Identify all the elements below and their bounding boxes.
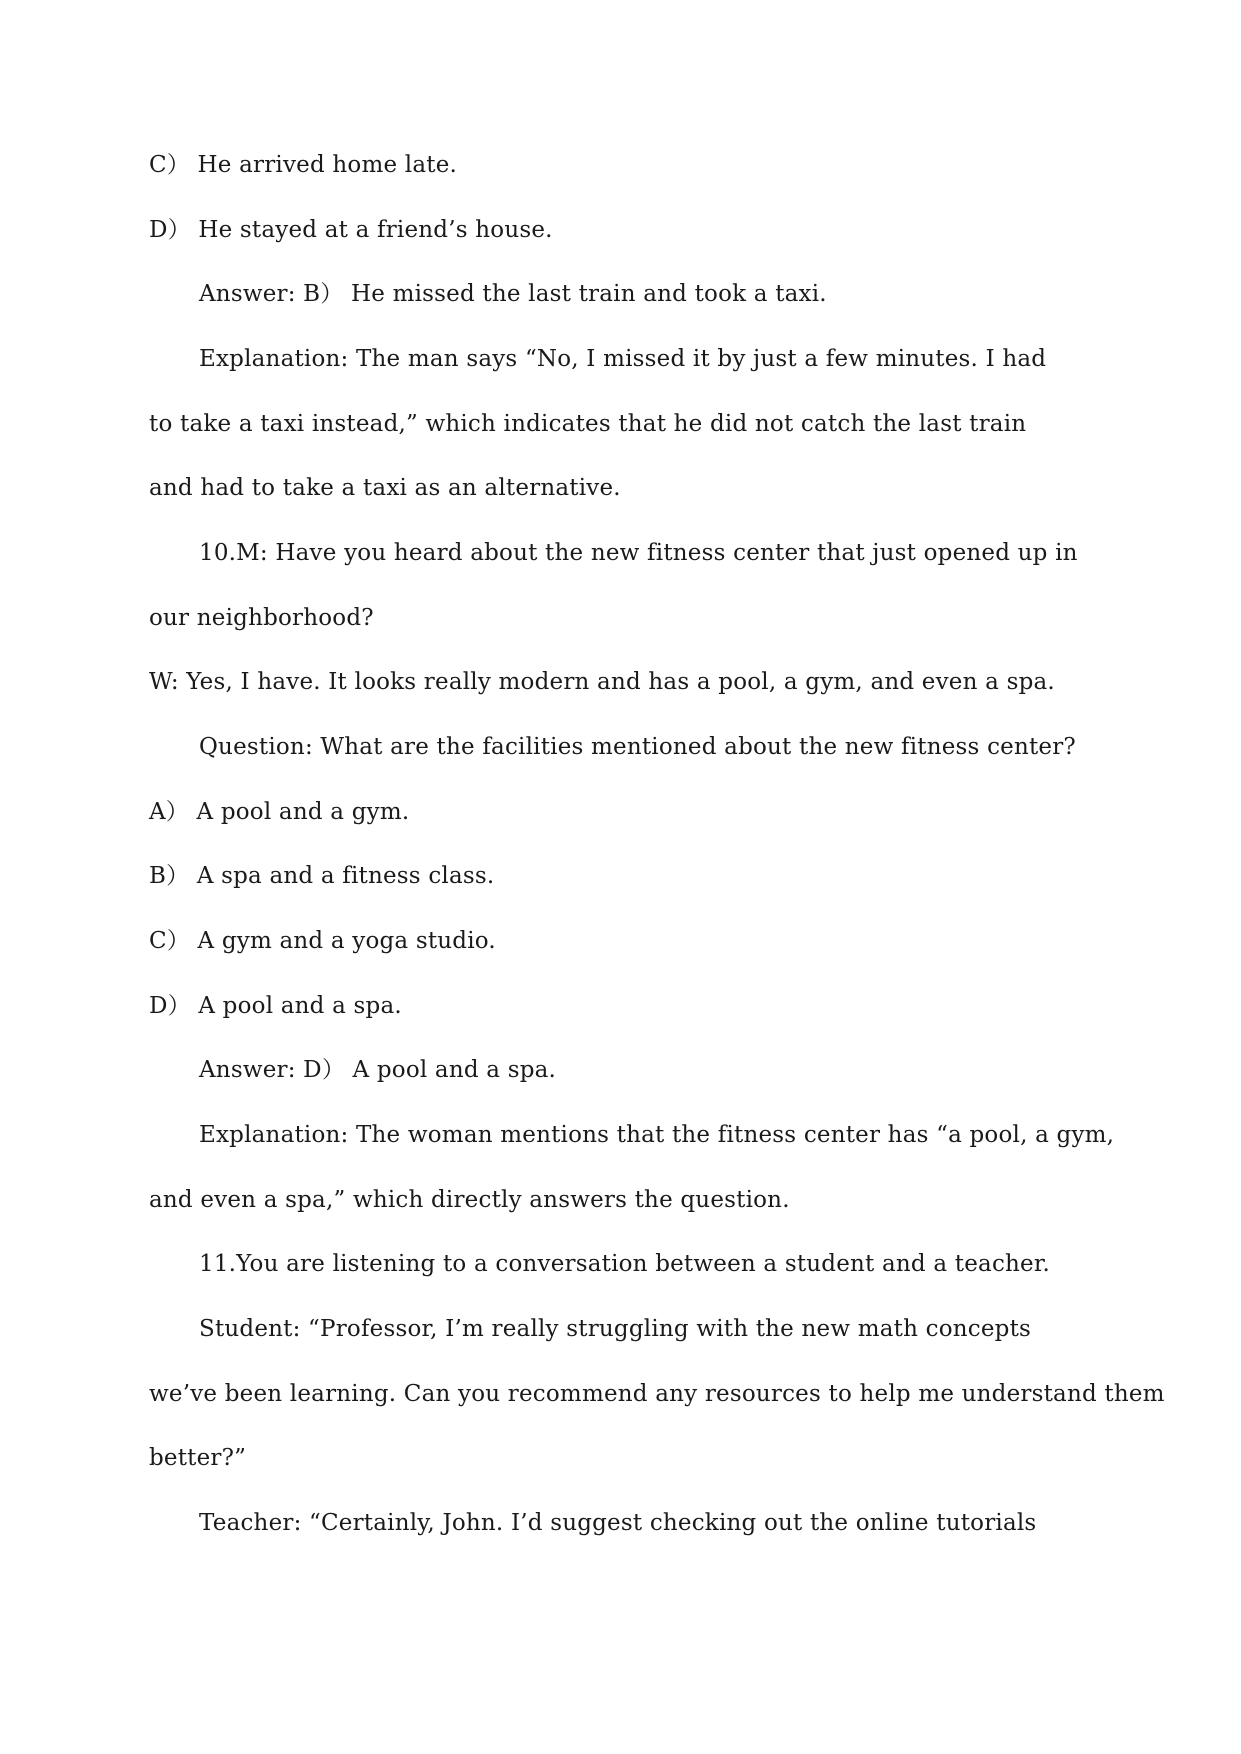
option-b: B） A spa and a fitness class. — [149, 863, 495, 889]
question-10-line-1: 10.M: Have you heard about the new fitness center that just opened up in — [199, 540, 1078, 566]
question-10-prompt: Question: What are the facilities mentioned about the new fitness center? — [199, 734, 1076, 760]
option-a: A） A pool and a gym. — [149, 799, 410, 825]
option-c-prev: C） He arrived home late. — [149, 152, 458, 178]
explanation-9-line-2: to take a taxi instead,” which indicates that he did not catch the last train — [149, 411, 1027, 437]
student-line-3: better?” — [149, 1445, 247, 1471]
option-c: C） A gym and a yoga studio. — [149, 928, 496, 954]
option-d: D） A pool and a spa. — [149, 993, 402, 1019]
teacher-line-1: Teacher: “Certainly, John. I’d suggest checking out the online tutorials — [199, 1510, 1037, 1536]
explanation-10-line-2: and even a spa,” which directly answers the question. — [149, 1187, 790, 1213]
student-line-1: Student: “Professor, I’m really struggling with the new math concepts — [199, 1316, 1032, 1342]
student-line-2: we’ve been learning. Can you recommend any resources to help me understand them — [149, 1381, 1165, 1407]
answer-9: Answer: B） He missed the last train and took a taxi. — [199, 281, 827, 307]
option-d-prev: D） He stayed at a friend’s house. — [149, 217, 553, 243]
answer-10: Answer: D） A pool and a spa. — [199, 1057, 557, 1083]
question-11-intro: 11.You are listening to a conversation between a student and a teacher. — [199, 1251, 1051, 1277]
question-10-line-2: our neighborhood? — [149, 605, 374, 631]
dialogue-woman: W: Yes, I have. It looks really modern and has a pool, a gym, and even a spa. — [149, 669, 1055, 695]
explanation-9-line-1: Explanation: The man says “No, I missed it by just a few minutes. I had — [199, 346, 1047, 372]
explanation-9-line-3: and had to take a taxi as an alternative. — [149, 475, 621, 501]
explanation-10-line-1: Explanation: The woman mentions that the fitness center has “a pool, a gym, — [199, 1122, 1115, 1148]
